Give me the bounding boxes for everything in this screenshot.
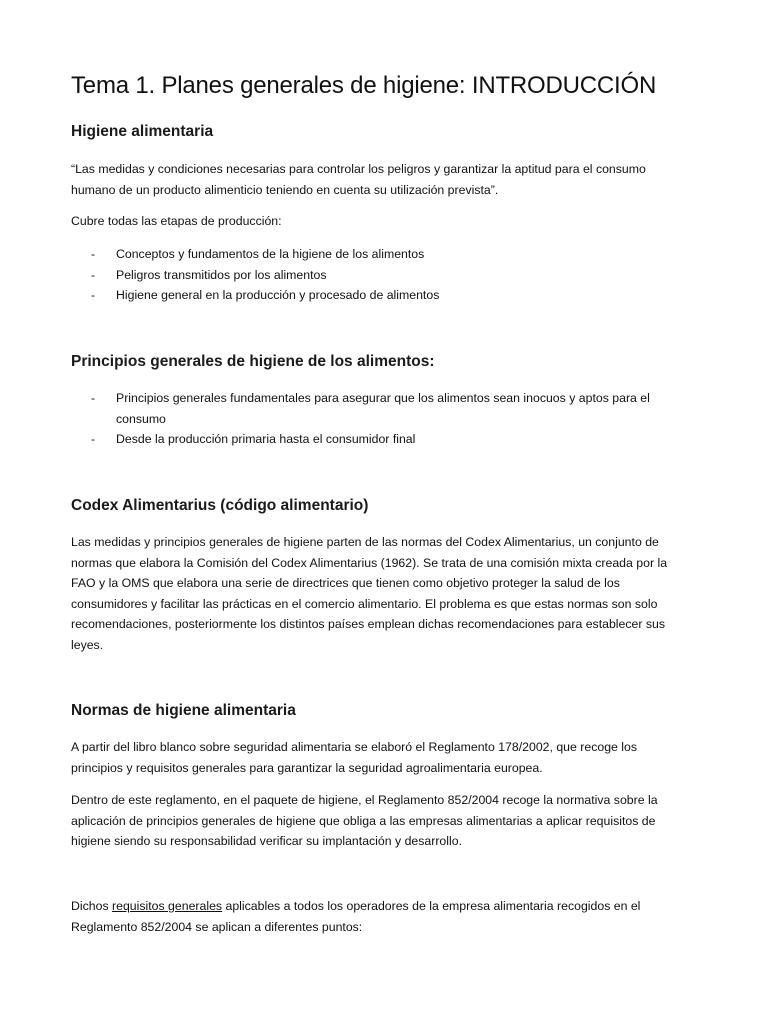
list-dash: - [91,247,96,261]
list-dash: - [91,267,96,282]
heading-higiene-alimentaria: Higiene alimentaria [71,123,214,140]
list-dash: - [91,391,96,405]
list-dash: - [91,432,96,446]
heading-principios-generales: Principios generales de higiene de los alimentos: [71,353,435,370]
list-item: - Peligros transmitidos por los alimentos [71,265,686,286]
document-title: Tema 1. Planes generales de higiene: INTRODUCCIÓN [71,72,657,99]
list-item: - Conceptos y fundamentos de la higiene de los alimentos [71,244,686,265]
heading-codex-alimentarius: Codex Alimentarius (código alimentario) [71,497,369,514]
list-item: - Desde la producción primaria hasta el consumidor final [71,429,686,450]
normas-paragraph-2: Dentro de este reglamento, en el paquete de higiene, el Reglamento 852/2004 recoge la normativa sobre la aplicación de principios generales de higiene que obliga a las empresas alimentarias a aplicar requisitos de higiene siendo su responsabilidad verificar su implantación y desarrollo. [71,793,658,848]
list-item: - Principios generales fundamentales para asegurar que los alimentos sean inocuos y aptos para el consumo [71,388,686,429]
list-dash: - [91,288,96,302]
normas-paragraph-3: Dichos requisitos generales aplicables a todos los operadores de la empresa alimentaria recogidos en el Reglamento 852/2004 se aplican a diferentes puntos: [71,899,641,934]
definition-quote: “Las medidas y condiciones necesarias para controlar los peligros y garantizar la aptitud para el consumo humano de un producto alimenticio teniendo en cuenta su utilización prevista”. [71,162,646,197]
stages-intro: Cubre todas las etapas de producción: [71,214,282,228]
normas-paragraph-1: A partir del libro blanco sobre seguridad alimentaria se elaboró el Reglamento 178/2002, que recoge los principios y requisitos generales para garantizar la seguridad agroalimentaria europea. [71,740,638,775]
list-item: - Higiene general en la producción y procesado de alimentos [71,285,686,306]
heading-normas-higiene: Normas de higiene alimentaria [71,702,296,719]
stages-list [71,244,686,306]
principios-list [71,388,686,450]
requisitos-generales-underlined: requisitos generales [112,899,223,913]
codex-paragraph: Las medidas y principios generales de higiene parten de las normas del Codex Alimentarius, un conjunto de normas que elabora la Comisión del Codex Alimentarius (1962). Se trata de una comisión mixta creada por la FAO y la OMS que elabora una serie de directrices que tienen como objetivo proteger la salud de los consumidores y facilitar las prácticas en el comercio alimentario. El problema es que estas normas son solo recomendaciones, posteriormente los distintos países emplean dichas recomendaciones para establecer sus leyes. [71,535,668,652]
